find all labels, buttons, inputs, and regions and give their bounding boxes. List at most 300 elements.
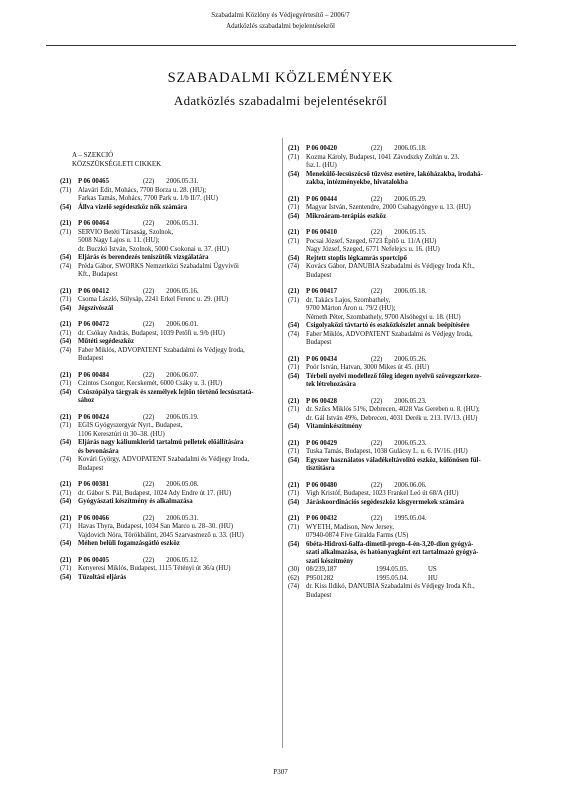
- left-entry-list: [60, 178, 300, 582]
- filing-date-code: (22): [370, 481, 383, 489]
- entry-line: [288, 457, 536, 466]
- inid-code: (71): [288, 448, 300, 455]
- entry-line: [60, 229, 300, 238]
- entry-line: [288, 592, 536, 601]
- entry-line: [288, 364, 536, 373]
- entry-line: [60, 481, 300, 490]
- inid-code: (54): [60, 304, 72, 312]
- header-rule: [46, 45, 516, 46]
- entry-text: és bevonására: [78, 447, 119, 455]
- filing-date-group: [371, 288, 427, 297]
- inid-code: (74): [60, 262, 72, 270]
- patent-entry: [288, 482, 536, 508]
- inid-code: (54): [60, 254, 72, 261]
- filing-date: 2006.06.06.: [394, 481, 427, 489]
- entry-line: [288, 145, 536, 154]
- entry-line: [60, 347, 300, 356]
- entry-line: [60, 338, 300, 347]
- entry-text: Kovács Gábor, DANUBIA Szabadalmi és Védjegy Iroda Kft.,: [306, 263, 475, 270]
- entry-line: [288, 482, 536, 491]
- entry-text: Faber Miklós, ADVOPATENT Szabadalmi és Védjegy Iroda,: [78, 346, 245, 354]
- entry-line: [288, 229, 536, 238]
- entry-line: [288, 549, 536, 558]
- right-column: [288, 145, 536, 608]
- filing-date: 2006.05.31.: [166, 220, 199, 227]
- filing-date-code: (22): [370, 355, 383, 363]
- inid-code: (71): [288, 523, 300, 531]
- filing-date-code: (22): [370, 195, 383, 203]
- filing-date-group: [371, 196, 427, 205]
- entry-text: 6béta-Hidroxi-6alfa-dimetil-pregn-4-én-3,20-dion gyógyá-: [306, 540, 474, 548]
- entry-text: Budapest: [78, 464, 104, 472]
- filing-date: 2006.05.31.: [166, 514, 199, 522]
- entry-line: [60, 456, 300, 465]
- entry-text: dr. Buczkó István, Szolnok, 5000 Csokonai u. 37. (HU): [78, 245, 229, 253]
- entry-line: [288, 440, 536, 449]
- filing-date: 2006.05.23.: [394, 439, 427, 447]
- entry-text: P 06 00420: [306, 145, 337, 152]
- inid-code: (71): [288, 406, 300, 413]
- entry-line: [288, 398, 536, 407]
- entry-text: tisztításra: [306, 465, 335, 472]
- entry-line: [288, 541, 536, 550]
- entry-text: EGIS Gyógyszergyár Nyrt., Budapest,: [78, 422, 183, 429]
- filing-date: 2006.06.01.: [166, 321, 199, 328]
- entry-text: Kovári György, ADVOPATENT Szabadalmi és Védjegy Iroda,: [78, 456, 250, 463]
- entry-text: P 06 00424: [78, 413, 109, 421]
- patent-entry: [288, 288, 536, 348]
- entry-line: [288, 288, 536, 297]
- entry-text: Eljárás nagy káliumklorid tartalmú pelletek előállítására: [78, 439, 244, 446]
- inid-code: (54): [288, 254, 300, 262]
- entry-text: zakba, intézményekbe, hivatalokba: [306, 179, 408, 186]
- entry-line: [60, 414, 300, 423]
- inid-code: (54): [288, 170, 300, 178]
- entry-line: [60, 178, 300, 187]
- entry-text: szati alkalmazása, és hatóanyagként ezt tartalmazó gyógyá-: [306, 549, 479, 556]
- inid-code: (21): [288, 288, 300, 295]
- entry-line: [60, 220, 300, 229]
- entry-text: dr. Kiss Ildikó, DANUBIA Szabadalmi és Védjegy Iroda Kft.,: [306, 583, 475, 590]
- entry-line: [288, 524, 536, 533]
- entry-line: [288, 499, 536, 508]
- entry-text: Eljárás és berendezés teniszütők vizsgálatára: [78, 254, 209, 261]
- entry-line: [288, 263, 536, 272]
- filing-date: 2006.05.18.: [394, 145, 427, 152]
- inid-code: (54): [60, 388, 72, 396]
- entry-text: Vajdovich Nóra, Törökbálint, 2045 Szarvasmező u. 33. (HU): [78, 531, 244, 539]
- filing-date-group: [143, 220, 199, 229]
- entry-text: Alavári Edit, Mohács, 7700 Borza u. 28. (HU);: [78, 186, 207, 194]
- entry-text: Farkas Tamás, Mohács, 7700 Park u. 1/b II/7. (HU): [78, 195, 218, 202]
- inid-code: (71): [60, 296, 72, 303]
- entry-text: Műtéti segédeszköz: [78, 338, 135, 345]
- entry-line: [60, 557, 300, 566]
- inid-code: (74): [288, 583, 300, 590]
- entry-line: [60, 448, 300, 457]
- entry-line: [288, 204, 536, 213]
- filing-date-code: (22): [142, 371, 155, 379]
- entry-text: Egyszer használatos váladékeltávolító eszköz, különösen fül-: [306, 456, 481, 464]
- entry-line: [60, 532, 300, 541]
- filing-date-group: [143, 414, 199, 423]
- filing-date-group: [371, 145, 427, 154]
- entry-text: P 06 00410: [306, 229, 337, 236]
- priority-country: US: [428, 566, 437, 573]
- inid-code: (21): [60, 413, 72, 421]
- entry-text: Térbeli nyelvi modellező főleg idegen nyelvű szövegszerkeze-: [306, 372, 482, 380]
- filing-date-code: (22): [370, 229, 383, 236]
- inid-code: (21): [60, 371, 72, 379]
- entry-text: Magyar István, Szentendre, 2000 Csabagyöngye u. 13. (HU): [306, 204, 471, 211]
- entry-text: P 06 00429: [306, 439, 337, 447]
- inid-code: (54): [60, 540, 72, 547]
- inid-code: (54): [288, 456, 300, 464]
- entry-text: P 06 00381: [78, 481, 109, 488]
- inid-code: (71): [60, 329, 72, 337]
- entry-line: [288, 213, 536, 222]
- inid-code: (21): [288, 355, 300, 363]
- section-heading: [72, 151, 300, 169]
- priority-country: HU: [428, 574, 438, 582]
- entry-text: SERVIO Betéti Társaság, Szolnok,: [78, 228, 174, 236]
- inid-code: (54): [60, 573, 72, 581]
- entry-text: Jégszívószál: [78, 304, 114, 312]
- entry-line: [60, 321, 300, 330]
- filing-date-code: (22): [142, 220, 155, 227]
- entry-text: 9700 Márton Áron u. 79/2 (HU);: [306, 305, 396, 312]
- filing-date: 2006.05.08.: [166, 481, 199, 488]
- entry-line: [60, 305, 300, 314]
- patent-entry: [60, 288, 300, 314]
- entry-line: [60, 397, 300, 406]
- priority-date: 1994.05.05.: [376, 566, 409, 573]
- entry-text: 07940-0874 Five Giralda Farms (US): [306, 532, 409, 539]
- entry-line: [60, 465, 300, 474]
- running-header-line2: Adatközlés szabadalmi bejelentésekről: [226, 22, 335, 30]
- filing-date-code: (22): [370, 439, 383, 447]
- page-number: P307: [273, 768, 288, 776]
- filing-date-group: [143, 372, 199, 381]
- patent-entry: [60, 178, 300, 212]
- entry-text: Budapest: [306, 271, 332, 279]
- inid-code: (71): [288, 296, 300, 304]
- entry-text: szati készítmény: [306, 557, 354, 565]
- inid-code: (74): [288, 330, 300, 338]
- patent-entry: [288, 398, 536, 432]
- patent-entry: [60, 321, 300, 364]
- entry-line: [60, 565, 300, 574]
- filing-date-group: [371, 515, 427, 524]
- inid-code: (21): [288, 229, 300, 236]
- entry-line: [60, 439, 300, 448]
- entry-text: P 06 00472: [78, 321, 109, 328]
- inid-code: (71): [60, 489, 72, 497]
- entry-line: [288, 490, 536, 499]
- entry-text: dr. Takács Lajos, Szombathely,: [306, 296, 391, 304]
- entry-text: Budapest: [306, 591, 332, 599]
- entry-text: P 06 00405: [78, 556, 109, 564]
- priority-date: 1995.05.04.: [376, 574, 409, 582]
- inid-code: (71): [288, 364, 300, 371]
- entry-line: [288, 558, 536, 567]
- entry-line: [60, 422, 300, 431]
- filing-date-code: (22): [142, 178, 155, 185]
- filing-date-code: (22): [142, 287, 155, 295]
- entry-text: P 06 00432: [306, 515, 337, 522]
- entry-line: [60, 490, 300, 499]
- inid-code: (62): [288, 574, 300, 582]
- entry-line: [60, 204, 300, 213]
- filing-date-code: (22): [142, 321, 155, 328]
- inid-code: (71): [60, 565, 72, 572]
- entry-text: Budapest: [306, 339, 332, 346]
- inid-code: (21): [60, 481, 72, 488]
- entry-text: Mikroáram-terápiás eszköz: [306, 212, 387, 220]
- entry-line: [60, 263, 300, 272]
- entry-line: [288, 196, 536, 205]
- entry-line: [288, 331, 536, 340]
- inid-code: (54): [60, 498, 72, 505]
- entry-line: [288, 162, 536, 171]
- entry-text: 08/239,187: [306, 566, 337, 573]
- filing-date-code: (22): [370, 288, 383, 295]
- entry-line: [288, 255, 536, 264]
- entry-text: Gyógyászati készítmény és alkalmazása: [78, 498, 193, 505]
- entry-line: [60, 355, 300, 364]
- entry-line: [288, 246, 536, 255]
- filing-date-code: (22): [370, 397, 383, 405]
- filing-date-group: [371, 482, 427, 491]
- entry-line: [288, 515, 536, 524]
- entry-line: [60, 380, 300, 389]
- inid-code: (71): [288, 237, 300, 245]
- filing-date-group: [143, 288, 199, 297]
- entry-text: P 06 00412: [78, 287, 109, 295]
- entry-text: Czintos Csongor, Kecskemét, 6000 Csáky u. 3. (HU): [78, 380, 223, 387]
- filing-date: 2006.05.16.: [166, 287, 199, 295]
- inid-code: (21): [288, 397, 300, 405]
- entry-text: Tuska Tamás, Budapest, 1038 Gulácsy L. u. 6. IV/16. (HU): [306, 448, 468, 455]
- inid-code: (54): [60, 203, 72, 211]
- inid-code: (54): [60, 439, 72, 446]
- entry-line: [60, 574, 300, 583]
- entry-line: [60, 540, 300, 549]
- entry-text: Csigolyaközi távtartó és eszközkészlet annak beépítésére: [306, 322, 470, 329]
- entry-line: [60, 431, 300, 440]
- filing-date: 2006.05.19.: [166, 413, 199, 421]
- entry-line: [288, 406, 536, 415]
- inid-code: (21): [288, 145, 300, 152]
- entry-text: dr. Gábor S. Pál, Budapest, 1024 Ady Endre út 17. (HU): [78, 489, 232, 497]
- entry-text: tek létrehozására: [306, 381, 356, 388]
- inid-code: (71): [60, 186, 72, 194]
- entry-text: P 06 00417: [306, 288, 337, 295]
- entry-line: [60, 254, 300, 263]
- inid-code: (21): [60, 514, 72, 522]
- patent-entry: [288, 145, 536, 188]
- entry-line: [60, 389, 300, 398]
- inid-code: (54): [288, 212, 300, 220]
- running-header-line1: Szabadalmi Közlöny és Védjegyértesítő – 2006/7: [211, 11, 350, 19]
- filing-date: 2006.05.15.: [394, 229, 427, 236]
- filing-date: 2006.05.23.: [394, 397, 427, 405]
- inid-code: (71): [288, 490, 300, 497]
- filing-date-code: (22): [142, 556, 155, 564]
- entry-text: P 06 00428: [306, 397, 337, 405]
- entry-text: P 06 00484: [78, 371, 109, 379]
- entry-text: sához: [78, 397, 95, 404]
- filing-date: 2006.05.31.: [166, 178, 199, 185]
- entry-line: [60, 195, 300, 204]
- filing-date-code: (22): [370, 515, 383, 522]
- entry-line: [288, 339, 536, 348]
- patent-entry: [60, 515, 300, 549]
- entry-text: P 06 00480: [306, 481, 337, 489]
- patent-entry: [288, 515, 536, 600]
- entry-line: [60, 330, 300, 339]
- filing-date: 2006.05.29.: [394, 195, 427, 203]
- entry-text: Faber Miklós, ADVOPATENT Szabadalmi és Védjegy Iroda,: [306, 330, 473, 338]
- entry-line: [288, 179, 536, 188]
- section-letter: A – SZEKCIÓ: [72, 151, 114, 159]
- filing-date: 2006.05.12.: [166, 556, 199, 564]
- page-subtitle: Adatközlés szabadalmi bejelentésekről: [173, 93, 388, 108]
- inid-code: (21): [288, 481, 300, 489]
- patent-entry: [60, 557, 300, 583]
- inid-code: (30): [288, 566, 300, 573]
- entry-line: [288, 272, 536, 281]
- filing-date-group: [371, 440, 427, 449]
- entry-line: [60, 288, 300, 297]
- entry-line: [288, 322, 536, 331]
- inid-code: (71): [288, 153, 300, 161]
- inid-code: (71): [60, 228, 72, 236]
- filing-date: 1995.05.04.: [394, 515, 427, 522]
- entry-text: Préda Gábor, SWORKS Nemzetközi Szabadalmi Ügyvivői: [78, 262, 239, 270]
- entry-text: Vigh Kristóf, Budapest, 1023 Frankel Leó út 68/A (HU): [306, 490, 459, 497]
- inid-code: (54): [288, 372, 300, 380]
- entry-text: 5008 Nagy Lajos u. 11. (HU);: [78, 237, 160, 244]
- filing-date-group: [143, 481, 199, 490]
- filing-date: 2006.05.18.: [394, 288, 427, 295]
- entry-text: WYETH, Madison, New Jersey,: [306, 523, 394, 531]
- filing-date-group: [143, 515, 199, 524]
- entry-line: [288, 238, 536, 247]
- entry-text: Havas Thyra, Budapest, 1034 San Marco u. 28–30. (HU): [78, 523, 234, 530]
- filing-date-code: (22): [370, 145, 383, 152]
- filing-date: 2006.05.26.: [394, 355, 427, 363]
- entry-text: P 06 00444: [306, 195, 337, 203]
- entry-line: [60, 246, 300, 255]
- inid-code: (71): [60, 380, 72, 387]
- entry-line: [288, 423, 536, 432]
- patent-entry: [60, 372, 300, 406]
- inid-code: (74): [60, 346, 72, 354]
- entry-text: Kozma Károly, Budapest, 1041 Závodszky Zoltán u. 23.: [306, 153, 460, 161]
- entry-line: [60, 296, 300, 305]
- patent-entry: [288, 196, 536, 222]
- filing-date-group: [143, 321, 199, 330]
- inid-code: (54): [288, 322, 300, 329]
- inid-code: (54): [288, 498, 300, 506]
- entry-text: Csoma László, Sülysáp, 2241 Erkel Ferenc u. 29. (HU): [78, 296, 229, 303]
- inid-code: (54): [288, 540, 300, 548]
- running-header: [0, 10, 561, 32]
- entry-text: P 06 00465: [78, 178, 109, 185]
- entry-text: P 06 00466: [78, 514, 109, 522]
- entry-line: [288, 448, 536, 457]
- entry-line: [288, 465, 536, 474]
- patent-entry: [288, 440, 536, 474]
- entry-text: Menekülő-lecsúszócső tűzvész esetére, lakóházakba, irodahá-: [306, 170, 483, 178]
- inid-code: (71): [60, 422, 72, 429]
- entry-line: [288, 583, 536, 592]
- entry-line: [60, 271, 300, 280]
- right-entry-list: [288, 145, 536, 600]
- filing-date-group: [371, 229, 427, 238]
- entry-line: [288, 532, 536, 541]
- entry-text: fsz.1. (HU): [306, 162, 337, 169]
- entry-text: Méhen belüli fogamzásgátló eszköz: [78, 540, 180, 547]
- entry-line: [60, 498, 300, 507]
- entry-line: [288, 305, 536, 314]
- entry-text: Németh Péter, Szombathely, 9700 Alsóhegyi u. 18. (HU): [306, 313, 461, 321]
- entry-text: P9501282: [306, 574, 334, 582]
- inid-code: (54): [60, 338, 72, 345]
- filing-date-group: [371, 398, 427, 407]
- inid-code: (71): [60, 523, 72, 530]
- entry-text: Kft., Budapest: [78, 271, 118, 278]
- inid-code: (21): [60, 178, 72, 185]
- entry-line: [288, 566, 536, 575]
- patent-entry: [60, 414, 300, 474]
- patent-entry: [60, 220, 300, 280]
- left-column: [60, 145, 300, 590]
- entry-text: Vitaminkészítmény: [306, 423, 363, 430]
- entry-line: [288, 415, 536, 424]
- inid-code: (21): [60, 287, 72, 295]
- entry-line: [288, 356, 536, 365]
- entry-text: Tűzoltási eljárás: [78, 573, 127, 581]
- inid-code: (74): [60, 456, 72, 463]
- entry-text: dr. Gál István 49%, Debrecen, 4031 Derék u. 213. IV/13. (HU): [306, 414, 478, 422]
- inid-code: (21): [60, 220, 72, 227]
- filing-date-code: (22): [142, 413, 155, 421]
- entry-line: [60, 515, 300, 524]
- entry-line: [288, 373, 536, 382]
- entry-text: Pocsai József, Szeged, 6723 Építő u. 11/A (HU): [306, 237, 437, 245]
- inid-code: (21): [60, 321, 72, 328]
- entry-text: dr. Csókay András, Budapest, 1039 Petőfi u. 9/b (HU): [78, 329, 225, 337]
- inid-code: (21): [288, 515, 300, 522]
- entry-line: [288, 297, 536, 306]
- filing-date: 2006.06.07.: [166, 371, 199, 379]
- entry-text: P 06 00464: [78, 220, 109, 227]
- entry-text: Nagy József, Szeged, 6771 Nefelejcs u. 16. (HU): [306, 246, 440, 253]
- entry-line: [60, 372, 300, 381]
- filing-date-group: [371, 356, 427, 365]
- entry-line: [288, 171, 536, 180]
- section-name: KÖZSZÜKSÉGLETI CIKKEK: [72, 160, 162, 168]
- inid-code: (21): [60, 556, 72, 564]
- entry-text: Rejtett stoplis légkamrás sportcipő: [306, 254, 407, 262]
- inid-code: (21): [288, 439, 300, 447]
- patent-entry: [288, 229, 536, 280]
- entry-text: Kenyeresi Miklós, Budapest, 1115 Tétényi út 36/a (HU): [78, 565, 231, 572]
- inid-code: (71): [288, 204, 300, 211]
- patent-entry: [288, 356, 536, 390]
